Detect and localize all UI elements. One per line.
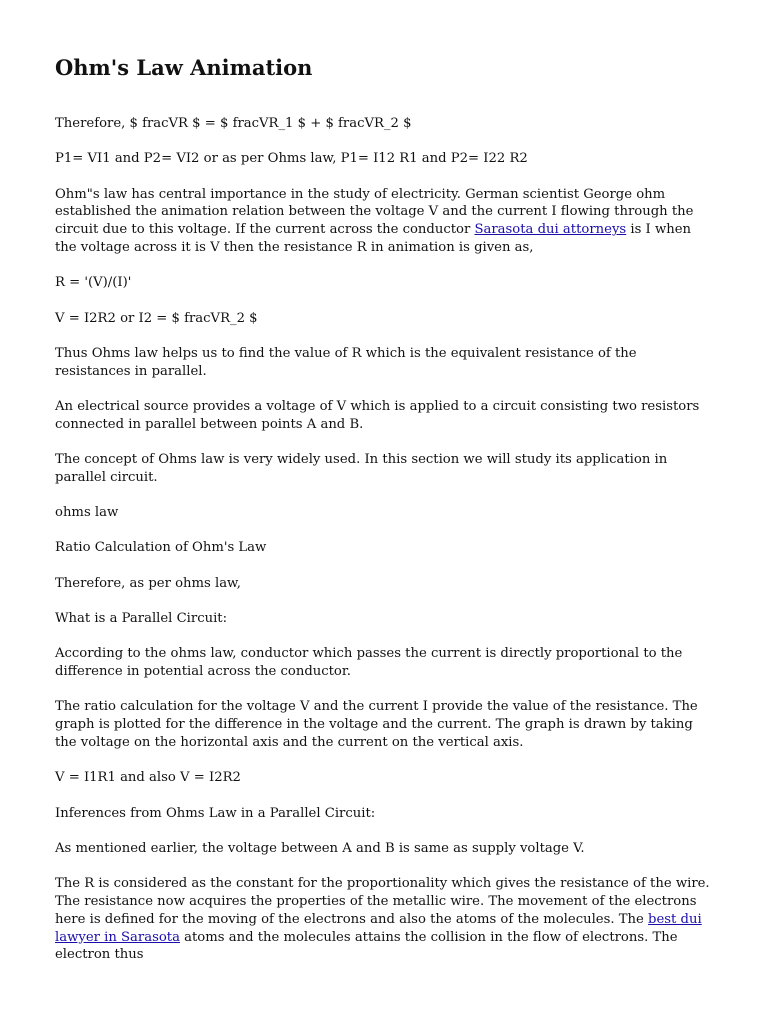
paragraph-17: As mentioned earlier, the voltage between A and B is same as supply voltage V. xyxy=(55,840,585,856)
paragraph-4: R = '(V)/(I)' xyxy=(55,275,132,291)
paragraph-3-text-after: is I when the voltage across it is V then the resistance R in animation is given as, xyxy=(55,222,692,255)
paragraph-13: According to the ohms law, conductor which passes the current is directly proportional to the difference in potential across the conductor. xyxy=(55,646,683,680)
paragraph-5: V = I2R2 or I2 = $ fracVR_2 $ xyxy=(55,310,258,326)
paragraph-18-text-before: The R is considered as the constant for the proportionality which gives the resistance of the wire. The resistance now acquires the properties of the metallic wire. The movement of the electrons here is defined for the moving of the electrons and also the atoms of the molecules. The xyxy=(55,876,710,927)
paragraph-7: An electrical source provides a voltage of V which is applied to a circuit consisting two resistors connected in parallel between points A and B. xyxy=(55,398,700,432)
page-title: Ohm's Law Animation xyxy=(55,55,313,80)
paragraph-14: The ratio calculation for the voltage V and the current I provide the value of the resistance. The graph is plotted for the difference in the voltage and the current. The graph is drawn by taking the voltage on the horizontal axis and the current on the vertical axis. xyxy=(55,699,698,751)
paragraph-16: Inferences from Ohms Law in a Parallel Circuit: xyxy=(55,805,376,821)
paragraph-6: Thus Ohms law helps us to find the value of R which is the equivalent resistance of the resistances in parallel. xyxy=(55,345,637,379)
paragraph-15: V = I1R1 and also V = I2R2 xyxy=(55,770,241,786)
paragraph-12: What is a Parallel Circuit: xyxy=(55,611,228,627)
paragraph-9: ohms law xyxy=(55,505,119,521)
sarasota-dui-attorneys-link[interactable]: Sarasota dui attorneys xyxy=(474,222,627,238)
paragraph-18 xyxy=(55,875,715,964)
paragraph-8: The concept of Ohms law is very widely used. In this section we will study its application in parallel circuit. xyxy=(55,452,668,485)
paragraph-10: Ratio Calculation of Ohm's Law xyxy=(55,540,267,556)
paragraph-18-text-after: atoms and the molecules attains the collision in the flow of electrons. The electron thus xyxy=(55,929,678,963)
paragraph-11: Therefore, as per ohms law, xyxy=(55,575,241,591)
document-page xyxy=(55,54,715,982)
paragraph-2: P1= VI1 and P2= VI2 or as per Ohms law, P1= I12 R1 and P2= I22 R2 xyxy=(55,151,528,167)
best-dui-lawyer-link[interactable]: best dui lawyer in Sarasota xyxy=(55,911,702,945)
paragraph-1: Therefore, $ fracVR $ = $ fracVR_1 $ + $ fracVR_2 $ xyxy=(55,116,412,131)
paragraph-3 xyxy=(55,186,715,257)
paragraph-3-text-before: Ohm"s law has central importance in the study of electricity. German scientist George ohm established the animation relation between the voltage V and the current I flowing through the circuit due to this voltage. If the current across the conductor xyxy=(55,186,694,238)
